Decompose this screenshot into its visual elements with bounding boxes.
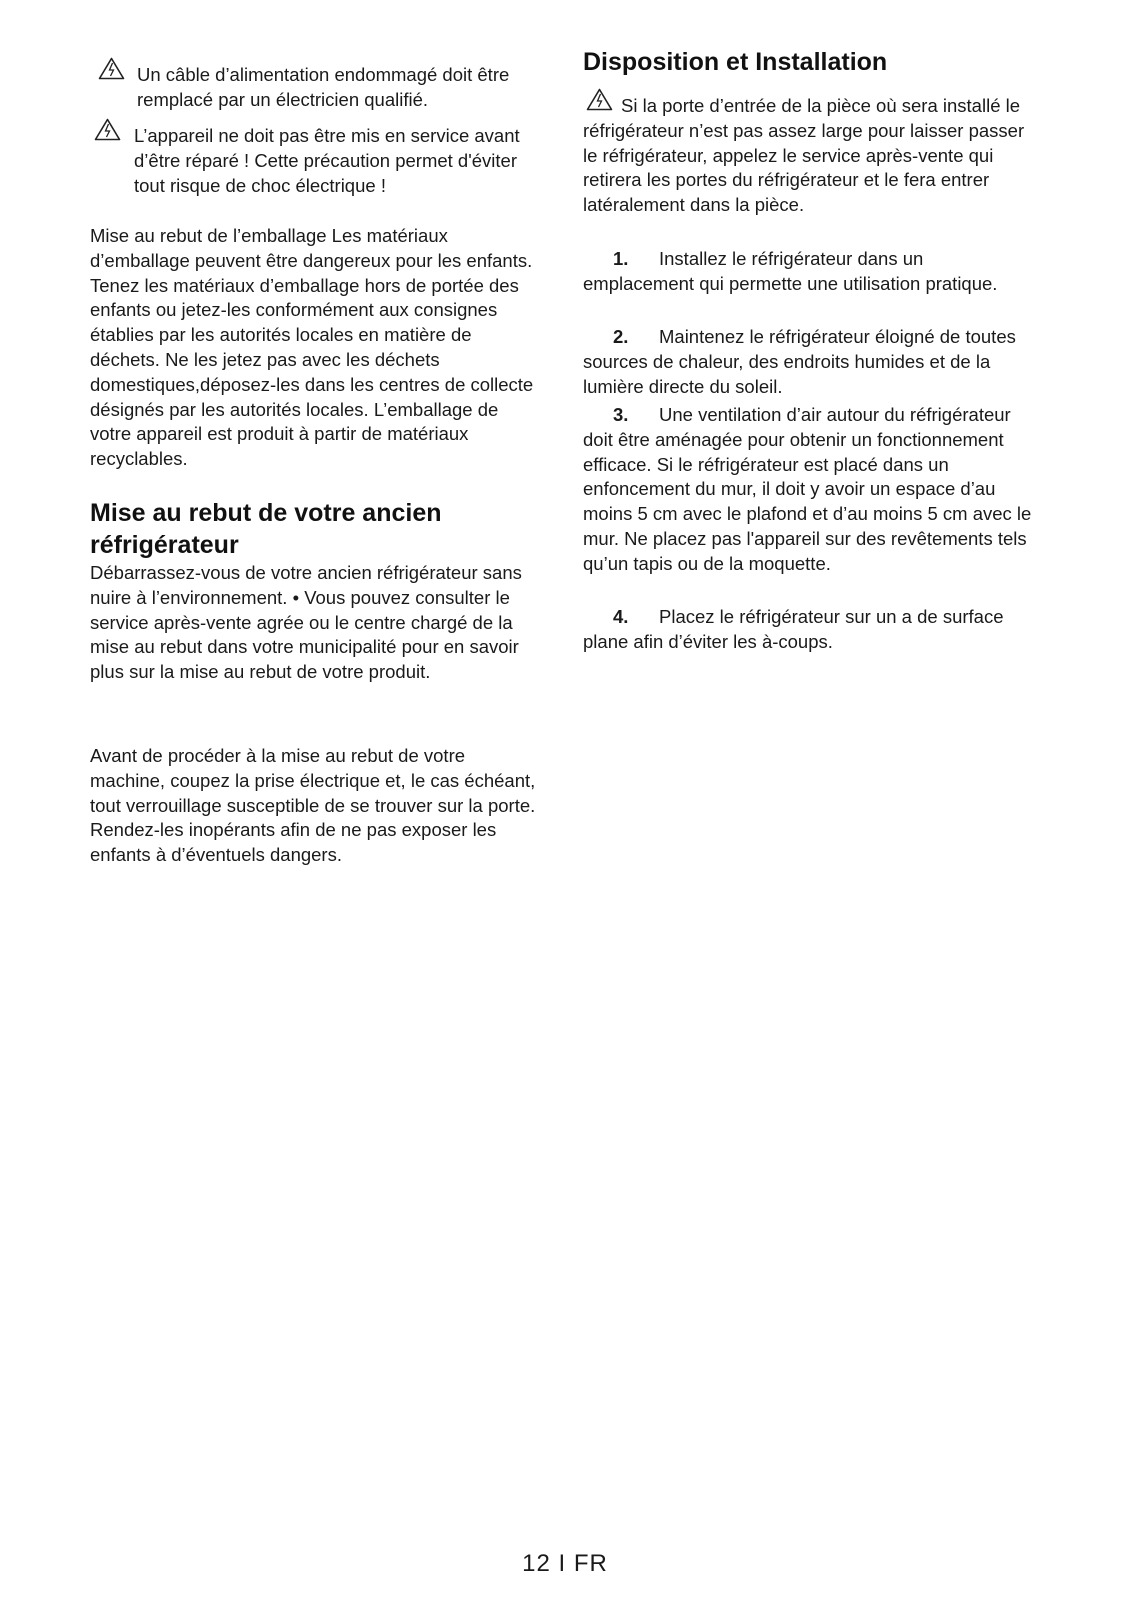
heading-old-fridge-disposal: Mise au rebut de votre ancien réfrigérateur xyxy=(90,499,442,559)
warning-triangle-icon xyxy=(94,118,121,141)
warning-damaged-cable: Un câble d’alimentation endommagé doit être remplacé par un électricien qualifié. xyxy=(137,64,510,110)
step-number: 2. xyxy=(613,326,629,347)
warning-triangle-icon xyxy=(98,57,125,80)
disposal-paragraph: Débarrassez-vous de votre ancien réfrigérateur sans nuire à l’environnement. • Vous pouvez consulter le service après-vente agrée ou le centre chargé de la mise au rebut dans votre municipalité pour en savoir plus sur la mise au rebut de votre produit. xyxy=(90,562,522,683)
step-text: Placez le réfrigérateur sur un a de surface plane afin d’éviter les à-coups. xyxy=(583,606,1004,652)
step-number: 1. xyxy=(613,248,629,269)
step-text: Maintenez le réfrigérateur éloigné de toutes sources de chaleur, des endroits humides et de la lumière directe du soleil. xyxy=(583,326,1016,397)
install-step-2 xyxy=(583,325,1035,399)
step-number: 4. xyxy=(613,606,629,627)
step-text: Installez le réfrigérateur dans un emplacement qui permette une utilisation pratique. xyxy=(583,248,998,294)
install-step-1 xyxy=(583,247,1035,297)
page-number-footer: 12 I FR xyxy=(522,1550,608,1577)
install-step-3 xyxy=(583,403,1035,577)
packaging-disposal-paragraph: Mise au rebut de l’emballage Les matériaux d’emballage peuvent être dangereux pour les enfants. Tenez les matériaux d’emballage hors de portée des enfants ou jetez-les conformément aux consignes établies par les autorités locales en matière de déchets. Ne les jetez pas avec les déchets domestiques,déposez-les dans les centres de collecte désignés par les autorités locales. L’emballage de votre appareil est produit à partir de matériaux recyclables. xyxy=(90,225,534,470)
warning-repair-before-use: L’appareil ne doit pas être mis en service avant d’être réparé ! Cette précaution permet d'éviter tout risque de choc électrique ! xyxy=(134,125,520,196)
step-number: 3. xyxy=(613,404,629,425)
heading-installation: Disposition et Installation xyxy=(583,48,888,76)
step-text: Une ventilation d’air autour du réfrigérateur doit être aménagée pour obtenir un fonctionnement efficace. Si le réfrigérateur est placé dans un enfoncement du mur, il doit y avoir un espace d’au moins 5 cm avec le plafond et d’au moins 5 cm avec le mur. Ne placez pas l'appareil sur des revêtements tels qu’un tapis ou de la moquette. xyxy=(583,404,1032,574)
install-step-4 xyxy=(583,605,1035,655)
before-disposal-paragraph: Avant de procéder à la mise au rebut de votre machine, coupez la prise électrique et, le cas échéant, tout verrouillage susceptible de se trouver sur la porte. Rendez-les inopérants afin de ne pas exposer les enfants à d’éventuels dangers. xyxy=(90,745,536,866)
warning-door-width: Si la porte d’entrée de la pièce où sera installé le réfrigérateur n’est pas assez large pour laisser passer le réfrigérateur, appelez le service après-vente qui retirera les portes du réfrigérateur et le fera entrer latéralement dans la pièce. xyxy=(583,95,1025,216)
